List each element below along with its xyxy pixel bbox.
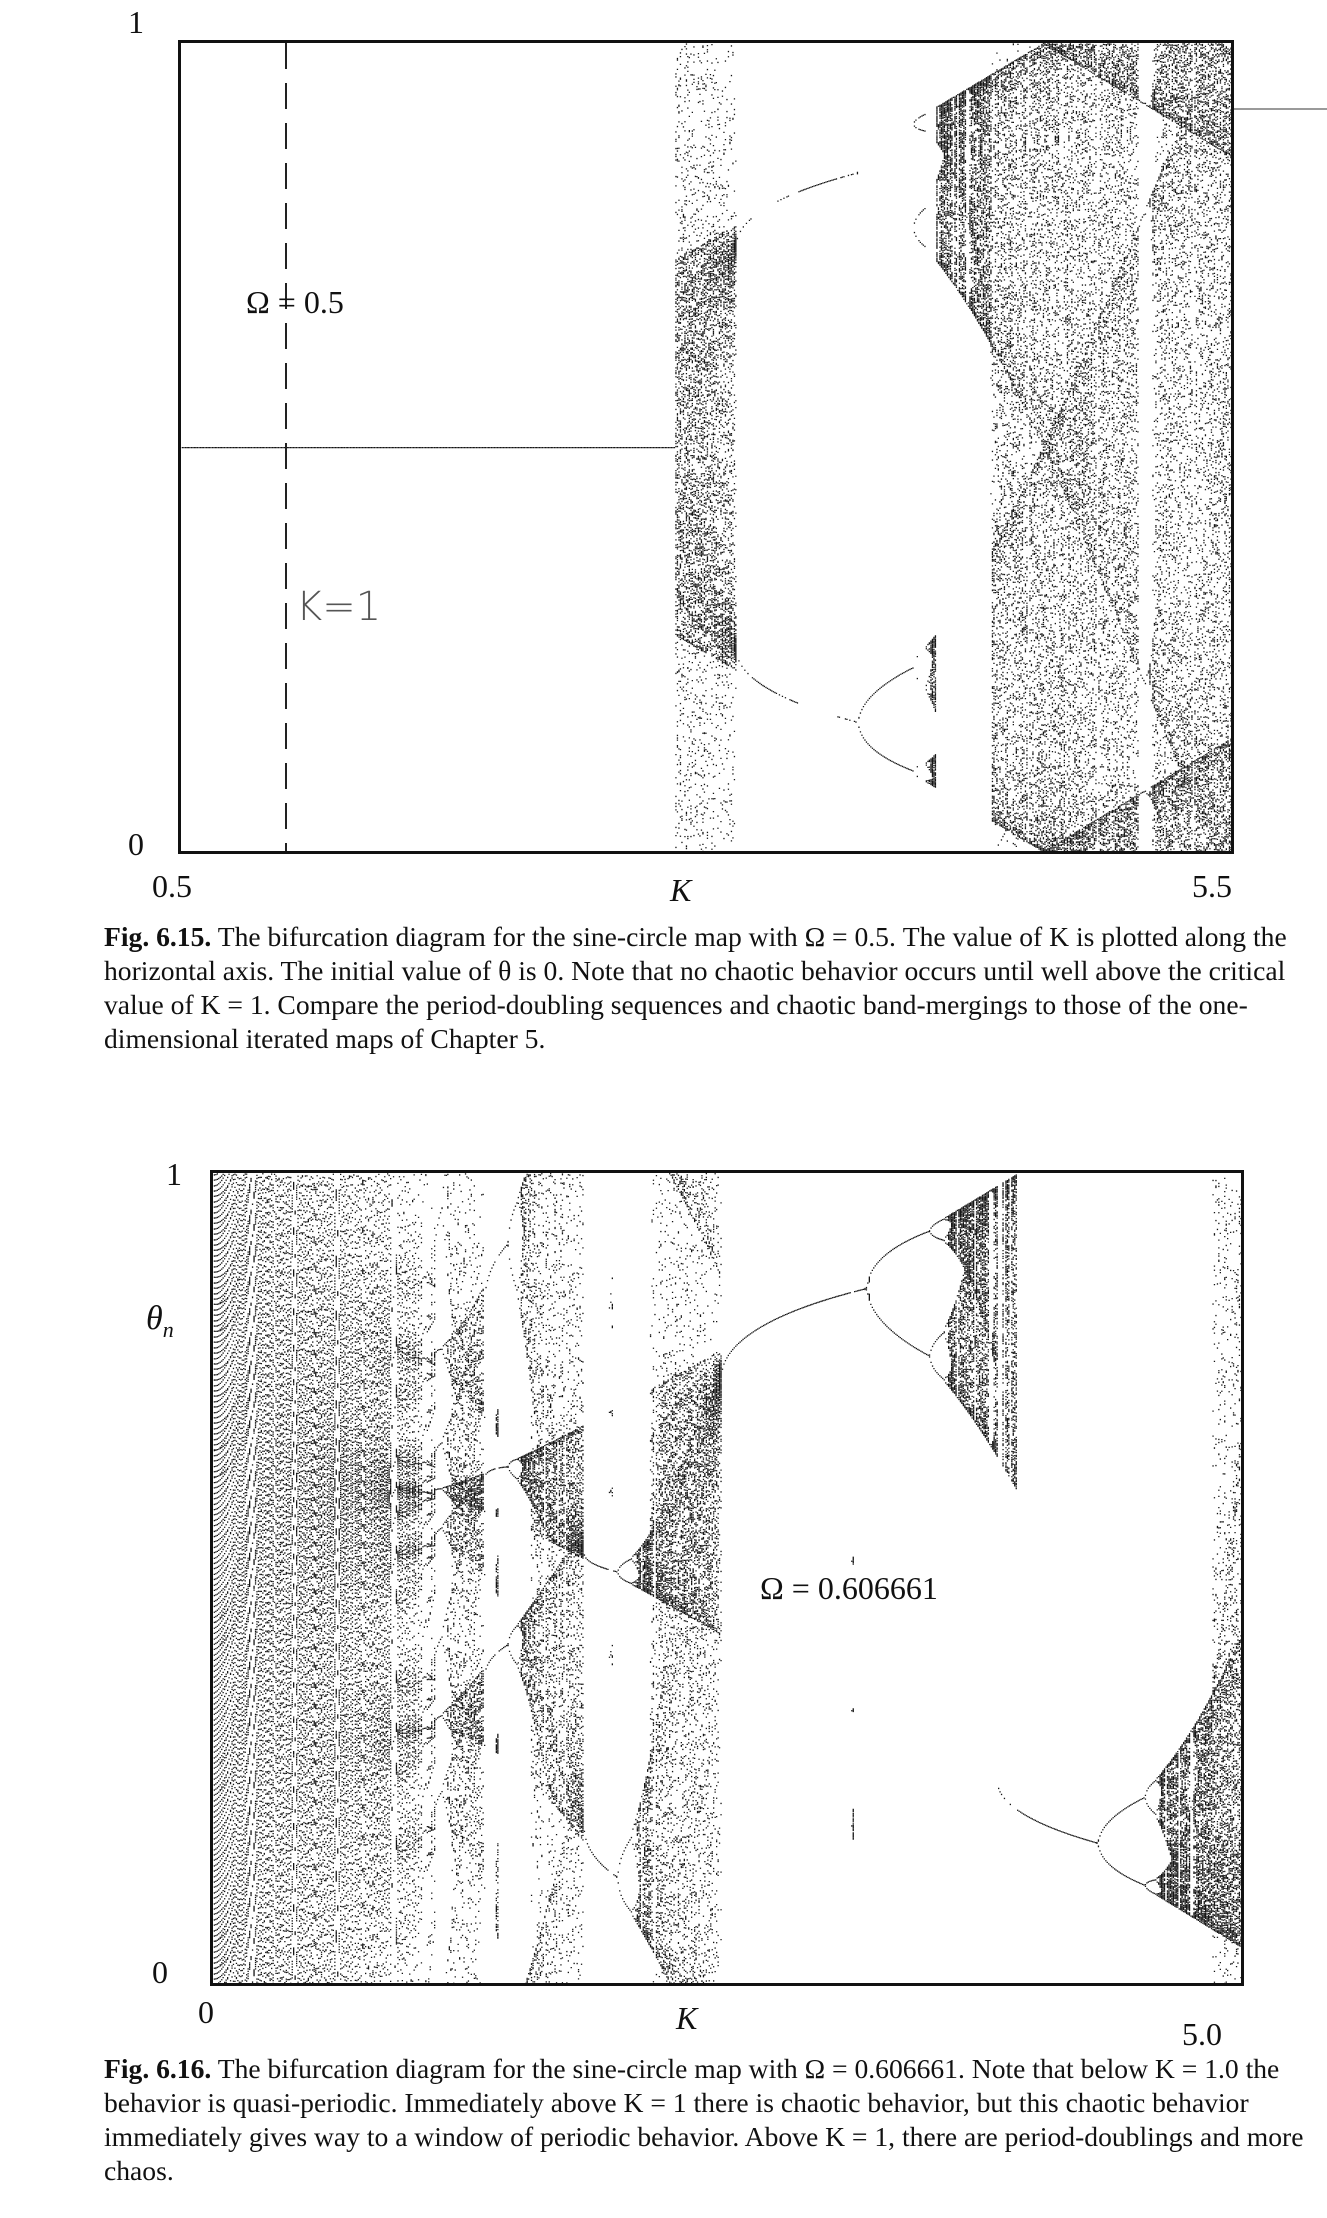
- omega-annotation: Ω = 0.606661: [760, 1570, 938, 1606]
- x-axis-label: K: [676, 2000, 698, 2036]
- figure-label: Fig. 6.15.: [104, 921, 212, 952]
- y-tick-label-bottom: 0: [128, 826, 144, 862]
- caption-text: The bifurcation diagram for the sine-circle map with Ω = 0.606661. Note that below K = 1.0 the behavior is quasi-periodic. Immediately above K = 1 there is chaotic behavior, but this chaotic behavior immediately gives way to a window of periodic behavior. Above K = 1, there are period-doublings and more chaos.: [104, 2053, 1304, 2186]
- y-axis-label-main: θ: [146, 1300, 163, 1337]
- x-tick-label-right: 5.5: [1192, 868, 1232, 904]
- omega-annotation: Ω = 0.5: [246, 284, 344, 320]
- x-tick-label-left: 0: [198, 1994, 214, 2030]
- x-tick-label-left: 0.5: [152, 868, 192, 904]
- bifurcation-plot-svg: [181, 43, 1231, 851]
- y-tick-label-top: 1: [128, 4, 144, 40]
- figure-label: Fig. 6.16.: [104, 2053, 212, 2084]
- x-axis-label: K: [670, 872, 692, 908]
- bifurcation-points: [214, 1173, 1241, 1983]
- bifurcation-plot-svg: [213, 1173, 1241, 1983]
- y-tick-label-top: 1: [166, 1156, 182, 1192]
- figure-caption: [104, 920, 1327, 1056]
- y-axis-label-sub: n: [162, 1316, 174, 1342]
- y-tick-label-bottom: 0: [152, 1954, 168, 1990]
- plot-area-fig-6-16: [210, 1170, 1244, 1986]
- handwritten-k-note: K=1: [296, 584, 382, 630]
- bifurcation-points: [182, 43, 1231, 851]
- figure-caption: [104, 2052, 1327, 2188]
- x-tick-label-right: 5.0: [1182, 2016, 1222, 2052]
- y-axis-label: [146, 1300, 174, 1343]
- caption-text: The bifurcation diagram for the sine-circle map with Ω = 0.5. The value of K is plotted along the horizontal axis. The initial value of θ is 0. Note that no chaotic behavior occurs until well above the critical value of K = 1. Compare the period-doubling sequences and chaotic band-mergings to those of the one-dimensional iterated maps of Chapter 5.: [104, 921, 1287, 1054]
- plot-area-fig-6-15: [178, 40, 1234, 854]
